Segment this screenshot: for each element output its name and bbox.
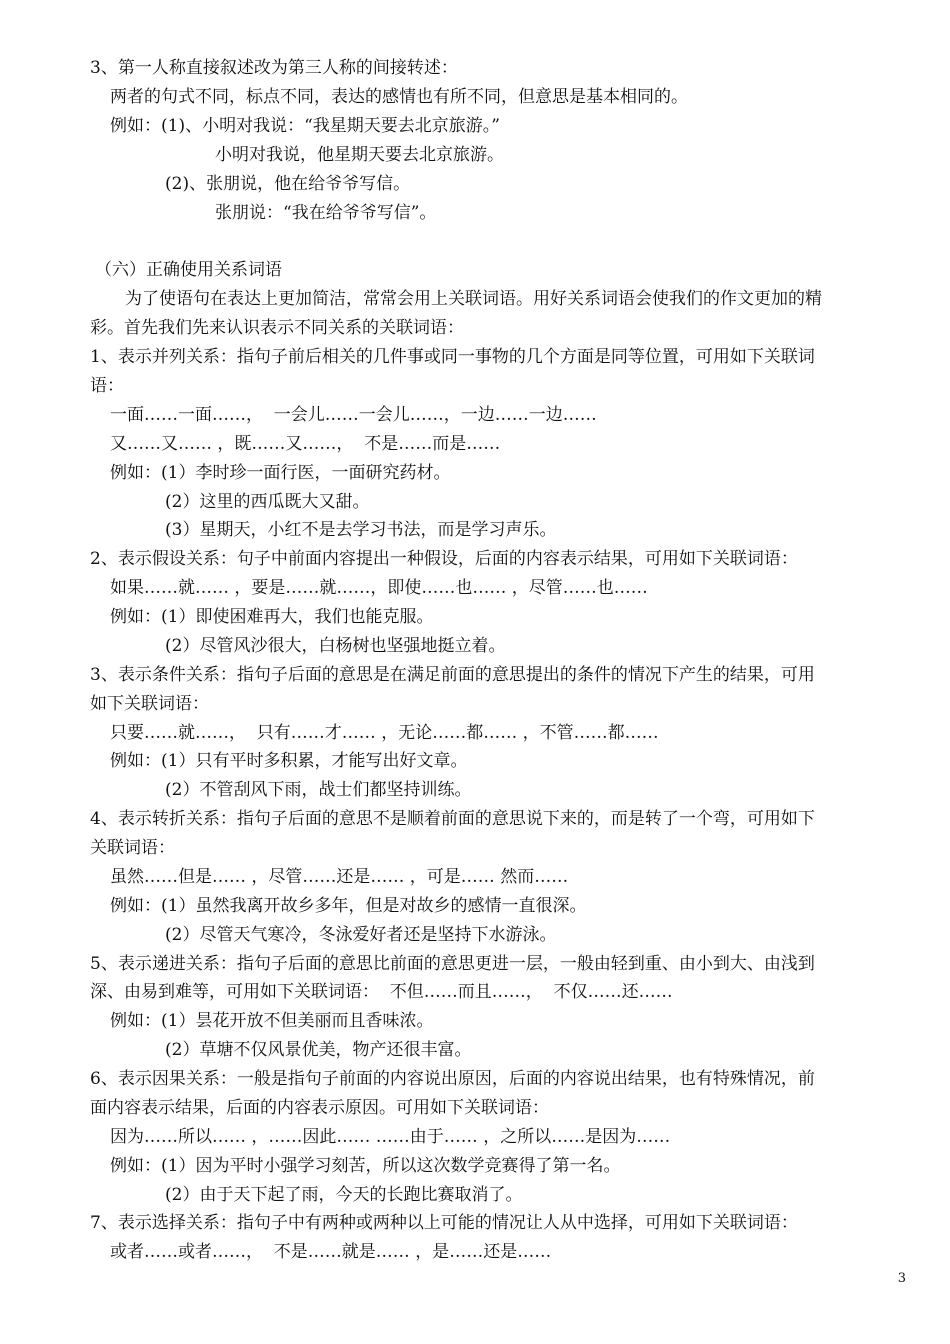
text-line: 2、表示假设关系：句子中前面内容提出一种假设，后面的内容表示结果，可用如下关联词语： — [90, 549, 798, 569]
text-line: 如果……就…… ，要是……就……，即使……也…… ，尽管……也…… — [110, 578, 648, 598]
text-line: (2）由于天下起了雨，今天的长跑比赛取消了。 — [165, 1185, 523, 1205]
text-line: 彩。首先我们先来认识表示不同关系的关联词语： — [90, 318, 464, 338]
text-line: 或者……或者……， 不是……就是…… ，是……还是…… — [110, 1242, 552, 1262]
text-line: 因为……所以…… ，……因此…… ……由于…… ，之所以……是因为…… — [110, 1127, 671, 1147]
text-line: 例如：(1）即使困难再大，我们也能克服。 — [110, 607, 434, 627]
text-line: (2)、张朋说，他在给爷爷写信。 — [165, 174, 411, 194]
text-line: 6、表示因果关系：一般是指句子前面的内容说出原因，后面的内容说出结果，也有特殊情况，前 — [90, 1069, 815, 1089]
text-line: 深、由易到难等，可用如下关联词语： 不但……而且……， 不仅……还…… — [90, 982, 673, 1002]
text-line: 虽然……但是…… ，尽管……还是…… ，可是…… 然而…… — [110, 867, 569, 887]
text-line: 关联词语： — [90, 838, 175, 858]
text-line: 4、表示转折关系：指句子后面的意思不是顺着前面的意思说下来的，而是转了一个弯，可用如下 — [90, 809, 815, 829]
text-line: 语： — [90, 376, 124, 396]
page-number: 3 — [897, 1271, 906, 1286]
text-line: (2）这里的西瓜既大又甜。 — [165, 492, 370, 512]
text-line: 5、表示递进关系：指句子后面的意思比前面的意思更进一层，一般由轻到重、由小到大、由浅到 — [90, 954, 815, 974]
text-line: (2）尽管天气寒冷，冬泳爱好者还是坚持下水游泳。 — [165, 925, 557, 945]
text-line: 1、表示并列关系：指句子前后相关的几件事或同一事物的几个方面是同等位置，可用如下关联词 — [90, 347, 815, 367]
text-line: 例如：(1）虽然我离开故乡多年，但是对故乡的感情一直很深。 — [110, 896, 587, 916]
text-line: 例如：(1）只有平时多积累，才能写出好文章。 — [110, 751, 468, 771]
text-line: 3、第一人称直接叙述改为第三人称的间接转述： — [90, 58, 458, 78]
text-line: 一面……一面……， 一会儿……一会儿……，一边……一边…… — [110, 405, 597, 425]
text-line: 又……又…… ，既……又……， 不是……而是…… — [110, 434, 501, 454]
section-heading: （六）正确使用关系词语 — [95, 260, 282, 280]
text-line: 面内容表示结果，后面的内容表示原因。可用如下关联词语： — [90, 1098, 549, 1118]
text-line: (3）星期天，小红不是去学习书法，而是学习声乐。 — [165, 520, 557, 540]
text-line: 张朋说：“我在给爷爷写信”。 — [215, 203, 437, 223]
text-line: 为了使语句在表达上更加简洁，常常会用上关联词语。用好关系词语会使我们的作文更加的精 — [125, 289, 822, 309]
text-line: (2）尽管风沙很大，白杨树也坚强地挺立着。 — [165, 636, 506, 656]
text-line: 7、表示选择关系：指句子中有两种或两种以上可能的情况让人从中选择，可用如下关联词语： — [90, 1213, 798, 1233]
text-line: 如下关联词语： — [90, 694, 209, 714]
text-line: 例如：(1)、小明对我说：“我星期天要去北京旅游。” — [110, 116, 500, 136]
text-line: 例如：(1）昙花开放不但美丽而且香味浓。 — [110, 1011, 434, 1031]
text-line: 3、表示条件关系：指句子后面的意思是在满足前面的意思提出的条件的情况下产生的结果，可用 — [90, 665, 815, 685]
text-line: 两者的句式不同，标点不同，表达的感情也有所不同，但意思是基本相同的。 — [110, 87, 688, 107]
text-line: (2）草塘不仅风景优美，物产还很丰富。 — [165, 1040, 472, 1060]
text-line: 例如：(1）李时珍一面行医，一面研究药材。 — [110, 463, 451, 483]
text-line: 小明对我说，他星期天要去北京旅游。 — [215, 145, 504, 165]
text-line: 例如：(1）因为平时小强学习刻苦，所以这次数学竞赛得了第一名。 — [110, 1156, 621, 1176]
text-line: (2）不管刮风下雨，战士们都坚持训练。 — [165, 780, 472, 800]
text-line: 只要……就……， 只有……才…… ，无论……都…… ，不管……都…… — [110, 723, 659, 743]
